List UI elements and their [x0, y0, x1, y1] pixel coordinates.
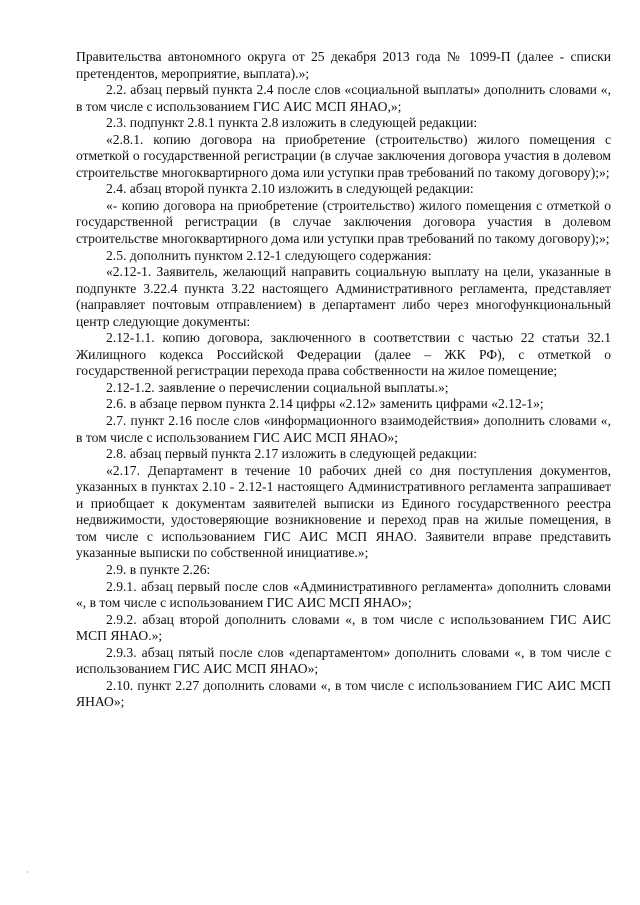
- paragraph-item-2-3: 2.3. подпункт 2.8.1 пункта 2.8 изложить в следующей редакции:: [106, 115, 478, 131]
- paragraph-quote-2-8-1: «2.8.1. копию договора на приобретение (строительство) жилого помещения с отметкой о государственной регистрации (в случае заключения договора участия в долевом строительстве многоквартирного дома или уступки прав требований по такому договору);»;: [76, 131, 611, 180]
- paragraph-item-2-5: 2.5. дополнить пунктом 2.12-1 следующего содержания:: [106, 247, 432, 263]
- paragraph-item-2-8: 2.8. абзац первый пункта 2.17 изложить в следующей редакции:: [106, 446, 478, 462]
- paragraph-quote-2-10: «- копию договора на приобретение (строительство) жилого помещения с отметкой о государственной регистрации (в случае заключения договора участия в долевом строительстве многоквартирного дома или уступки прав требований по такому договору);»;: [76, 197, 611, 247]
- paragraph-continuation: Правительства автономного округа от 25 декабря 2013 года № 1099-П (далее - списки претендентов, мероприятие, выплата).»;: [76, 49, 611, 81]
- paragraph-sub-2-9-1: 2.9.1. абзац первый после слов «Административного регламента» дополнить словами «, в том числе с использованием ГИС АИС МСП ЯНАО»;: [76, 578, 611, 611]
- paragraph-sub-2-12-1-1: 2.12-1.1. копию договора, заключенного в соответствии с частью 22 статьи 32.1 Жилищного кодекса Российской Федерации (далее – ЖК РФ), с отметкой о государственной регистрации перехода права собственности на жилое помещение;: [76, 330, 611, 379]
- paragraph-quote-2-12-1: «2.12-1. Заявитель, желающий направить социальную выплату на цели, указанные в подпункте 3.22.4 пункта 3.22 настоящего Административного регламента, представляет (направляет почтовым отправлением) в департамент либо через многофункциональный центр следующие документы:: [76, 264, 611, 329]
- paragraph-sub-2-12-1-2: 2.12-1.2. заявление о перечислении социальной выплаты.»;: [106, 379, 449, 395]
- paragraph-item-2-10: 2.10. пункт 2.27 дополнить словами «, в том числе с использованием ГИС АИС МСП ЯНАО»;: [76, 677, 611, 710]
- paragraph-sub-2-9-2: 2.9.2. абзац второй дополнить словами «, в том числе с использованием ГИС АИС МСП ЯНАО.»;: [76, 611, 611, 644]
- paragraph-item-2-4: 2.4. абзац второй пункта 2.10 изложить в следующей редакции:: [106, 181, 474, 197]
- paragraph-sub-2-9-3: 2.9.3. абзац пятый после слов «департаментом» дополнить словами «, в том числе с использованием ГИС АИС МСП ЯНАО»;: [76, 644, 611, 677]
- paragraph-item-2-9: 2.9. в пункте 2.26:: [106, 561, 211, 577]
- paragraph-item-2-2: 2.2. абзац первый пункта 2.4 после слов «социальной выплаты» дополнить словами «, в том числе с использованием ГИС АИС МСП ЯНАО,»;: [76, 82, 611, 114]
- paragraph-quote-2-17: «2.17. Департамент в течение 10 рабочих дней со дня поступления документов, указанных в пунктах 2.10 - 2.12-1 настоящего Административного регламента запрашивает и приобщает к документам заявителей выписки из Единого государственного реестра недвижимости, удостоверяющие возникновение и переход прав на жилые помещения, в том числе с использованием ГИС АИС МСП ЯНАО. Заявители вправе представить указанные выписки по собственной инициативе.»;: [76, 462, 611, 561]
- scan-speck: ·: [26, 868, 29, 877]
- paragraph-item-2-7: 2.7. пункт 2.16 после слов «информационного взаимодействия» дополнить словами «, в том числе с использованием ГИС АИС МСП ЯНАО»;: [76, 413, 611, 445]
- paragraph-item-2-6: 2.6. в абзаце первом пункта 2.14 цифры «2.12» заменить цифрами «2.12-1»;: [106, 396, 544, 412]
- document-body: [76, 49, 611, 711]
